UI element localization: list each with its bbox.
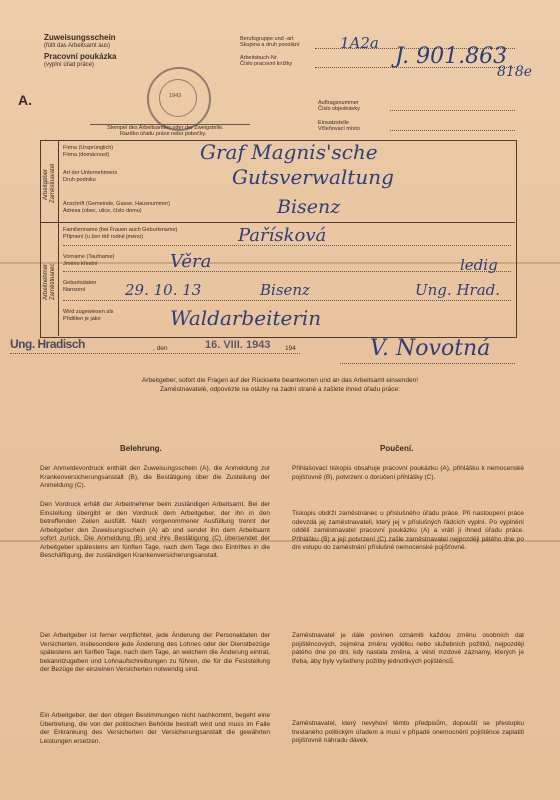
title-cz: Pracovní poukázka	[44, 52, 117, 61]
employee-side-label-de: Arbeitnehmer	[43, 263, 49, 300]
label-vclenovaci: Včleňovací místo	[318, 126, 360, 132]
stamp-caption-de: Stempel des Arbeitsamtes oder der Zweigstelle.	[107, 125, 224, 131]
label-vorname-de: Vorname (Taufname)	[63, 254, 115, 260]
label-firma-de: Firma (Ursprünglich)	[63, 145, 114, 151]
date-stamp: 16. VIII. 1943	[205, 339, 271, 351]
pouceni-heading: Poučení.	[380, 444, 414, 453]
label-auftragsnummer: Auftragsnummer	[318, 100, 359, 106]
belehrung-paragraph: Den Vordruck erhält der Arbeitnehmer beim zuständigen Arbeitsamt. Bei der Einstellung übergibt er den Vordruck dem Arbeitgeber, der ihn in den betreffenden Zeilen ausfüllt. Nach vorgenommener Ausfüllung trennt der Arbeitgeber den Zuweisungsschein (A) ab und sendet ihn dem Arbeitsamt sofort zurück. Die Anmeldung (B) und ihre Bestätigung (C) übersendet der Arbeitgeber spätestens am fünften Tage, nach dem Tage des Eintrittes in die Beschäftigung, der zuständigen Krankenversicherungsanstalt.	[40, 501, 270, 559]
place-stamp: Ung. Hradisch	[10, 337, 85, 351]
belehrung-heading: Belehrung.	[120, 444, 162, 453]
field-line	[390, 110, 515, 111]
value-vorname: Věra	[170, 251, 212, 272]
label-jmeno-cz: Jméno křestní	[63, 261, 98, 267]
den-label: , den	[153, 345, 168, 352]
value-firma: Graf Magnis'sche	[200, 140, 378, 164]
value-anschrift: Bisenz	[277, 196, 341, 218]
employer-side-label-cz: Zaměstnavatel	[50, 163, 56, 203]
section-divider	[40, 222, 515, 223]
label-art-de: Art der Unternehmens	[63, 170, 118, 176]
label-einsatzstelle: Einsatzstelle	[318, 120, 349, 126]
signature-line	[340, 363, 515, 364]
value-herkunft: Ung. Hrad.	[415, 281, 501, 299]
label-zugewiesen-de: Wird zugewiesen als	[63, 309, 114, 315]
year-suffix: 194	[285, 345, 296, 352]
value-familienname: Pařísková	[238, 225, 327, 246]
belehrung-paragraph: Ein Arbeitgeber, der den obigen Bestimmungen nicht nachkommt, begeht eine Übertretung, die von der politischen Behörde bestraft wird und muss im Falle der Erkrankung des Versicherten der Versicherungsanstalt die gewährten Leistungen ersetzen.	[40, 712, 270, 745]
field-line	[63, 300, 511, 301]
side-divider	[58, 140, 59, 336]
label-cislo-objednavky: Číslo objednávky	[318, 106, 360, 112]
label-skupina: Skupina a druh povolání	[240, 42, 300, 48]
handwritten-group: 1A2a	[340, 34, 379, 52]
value-geburtsdatum: 29. 10. 13	[125, 281, 202, 299]
signature-date-line	[10, 353, 300, 354]
pouceni-paragraph: Přihlašovací tiskopis obsahuje pracovní poukázku (A), přihlášku k nemocenské pojišťovně (B), potvrzení o doručení přihlášky (C).	[292, 465, 524, 481]
field-line	[63, 271, 511, 272]
label-cislo-knizky: Číslo pracovní knížky	[240, 61, 293, 67]
subtitle-de: (füllt das Arbeitsamt aus)	[44, 43, 111, 49]
office-stamp	[147, 67, 211, 131]
label-druh-cz: Druh podniku	[63, 177, 96, 183]
instruction-de: Arbeitgeber, sofort die Fragen auf der Rückseite beantworten und an das Arbeitsamt einsenden!	[141, 377, 419, 384]
employee-side-label-cz: Zaměstnanec	[50, 263, 56, 300]
signature: V. Novotná	[370, 336, 491, 361]
label-adresa-cz: Adresa (obec, ulice, číslo domu)	[63, 208, 142, 214]
label-geburtsdaten-de: Geburtsdaten	[63, 280, 97, 286]
value-art: Gutsverwaltung	[232, 165, 394, 189]
pouceni-paragraph: Zaměstnavatel je dále povinen oznámiti každou změnu osobních dat pojištěncových, zejména změnu výdělku nebo služebních požitků, nejpozději pátého dne po dni, kdy nastala změna, a vésti mzdové záznamy, kterých je třeba, aby byly vyšetřeny požitky jednotlivých pojištěnců.	[292, 632, 524, 665]
label-berufsgruppe: Berufsgruppe und -art	[240, 36, 294, 42]
belehrung-paragraph: Der Arbeitgeber ist ferner verpflichtet, jede Änderung der Personaldaten der Versicherten, insbesondere jede Änderung des Lohnes oder der Dienstbezüge spätestens am fünften Tage, nach dem Tage, an welchem die Änderung eintrat, bekanntzugeben und Lohnaufschreibungen zu führen, die für die Feststellung der Bezüge der einzelnen Versicherten notwendig sind.	[40, 632, 270, 673]
label-narozeni-cz: Narození	[63, 287, 86, 293]
label-familienname-de: Familienname (bei Frauen auch Geburtsname)	[63, 227, 178, 233]
belehrung-paragraph: Der Anmeldevordruck enthält den Zuweisungsschein (A), die Anmeldung zur Krankenversicherungsanstalt (B), die Bestätigung über die Zustellung der Anmeldung (C).	[40, 465, 270, 489]
value-status: ledig	[460, 256, 498, 274]
handwritten-number: J. 901.863	[395, 44, 508, 69]
label-anschrift-de: Anschrift (Gemeinde, Gasse, Hausnummer)	[63, 201, 170, 207]
instruction-cz: Zaměstnavatelé, odpovězte na otázky na zadní straně a zašlete ihned úřadu práce:	[160, 386, 400, 393]
pouceni-paragraph: Zaměstnavatel, který nevyhoví těmto předpisům, dopouští se přestupku trestaného politickým úřadem a musí v případě onemocnění pojištěnce zaplatiti pojišťovně náhradu dávek.	[292, 720, 524, 744]
value-zugewiesen: Waldarbeiterin	[170, 306, 322, 330]
label-firma-cz: Firma (domácnost)	[63, 152, 110, 158]
label-pridelen-cz: Přidělen je jako	[63, 316, 101, 322]
value-geburtsort: Bisenz	[260, 281, 310, 299]
label-arbeitsbuch: Arbeitsbuch-Nr.	[240, 55, 278, 61]
field-line	[63, 245, 511, 246]
stamp-caption-cz: Razítko úřadu práce nebo pobočky.	[120, 131, 207, 137]
handwritten-extra: 818e	[497, 64, 533, 80]
title-de: Zuweisungsschein	[44, 33, 116, 42]
field-line	[390, 130, 515, 131]
label-prijmeni-cz: Příjmení (u žen též rodné jméno)	[63, 234, 144, 240]
form-letter: A.	[18, 92, 32, 108]
pouceni-paragraph: Tiskopis obdrží zaměstnanec u příslušného úřadu práce. Při nastoupení práce odevzdá jej zaměstnavateli, který jej v příslušných řádcích vyplní. Po vyplnění oddělí zaměstnavatel pracovní poukázku (A) a vrátí ji ihned úřadu práce. Přihlášku (B) a její potvrzení (C) zašle zaměstnavatel nejpozději pátého dne po dni vstupu do zaměstnání příslušné nemocenské pojišťovně.	[292, 510, 524, 551]
stamp-text: 1943	[169, 93, 182, 99]
subtitle-cz: (vyplní úřad práce)	[44, 62, 95, 68]
employer-side-label-de: Arbeitgeber	[43, 168, 49, 200]
